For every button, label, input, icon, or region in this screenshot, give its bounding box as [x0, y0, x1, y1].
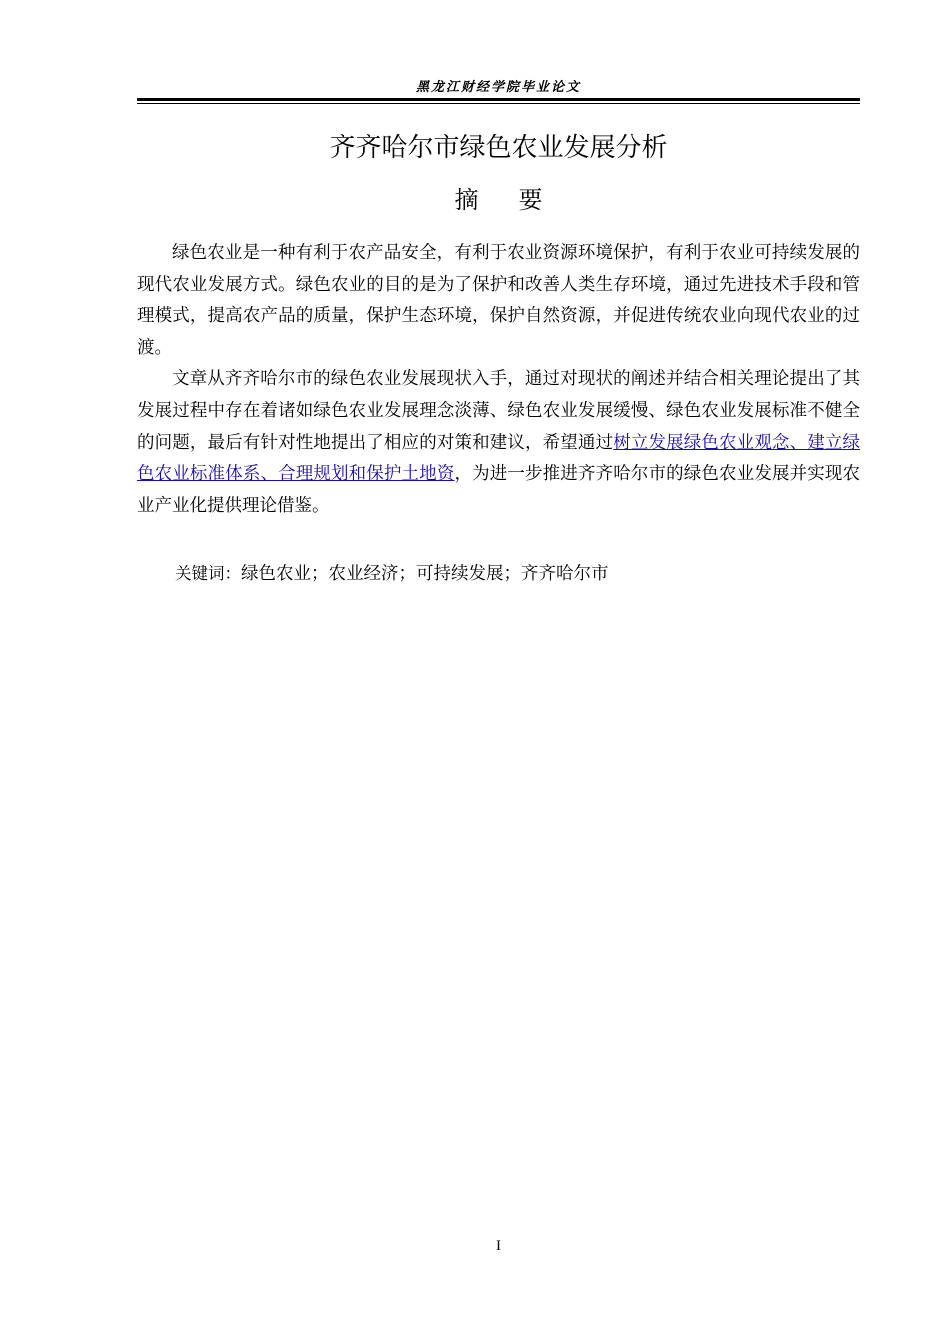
abstract-body: [137, 238, 860, 522]
keywords-value: 绿色农业；农业经济；可持续发展；齐齐哈尔市: [241, 564, 609, 584]
keywords-label: 关键词：: [175, 564, 241, 583]
abstract-paragraph-2: [137, 364, 860, 522]
running-header: 黑龙江财经学院毕业论文: [415, 80, 581, 95]
abstract-paragraph-1: 绿色农业是一种有利于农产品安全，有利于农业资源环境保护，有利于农业可持续发展的现代农业发展方式。绿色农业的目的是为了保护和改善人类生存环境，通过先进技术手段和管理模式，提高农产品的质量，保护生态环境，保护自然资源，并促进传统农业向现代农业的过渡。: [137, 243, 860, 358]
abstract-heading: 摘要: [454, 186, 583, 214]
paragraph-2-text-end: ，为进一步推进齐齐哈尔市的绿色农业发展并实现农业产业化提供理论借鉴。: [137, 464, 861, 516]
page-number: I: [496, 1238, 501, 1254]
thesis-title: 齐齐哈尔市绿色农业发展分析: [329, 133, 668, 163]
header-rule-thin: [137, 103, 860, 104]
header-rule-thick: [137, 98, 860, 101]
paragraph-2-text-start: 文章从齐齐哈尔市的绿色农业发展现状入手，通过对现状的阐述并结合相关理论提出了其发展过程中存在着诸如绿色农业发展理念淡薄、绿色农业发展缓慢、绿色农业发展标准不健全的问题，最后有针对性地提出了相应的对策和建议，希望通过: [137, 369, 860, 453]
keywords-line: [175, 560, 860, 588]
hyperlink-text[interactable]: 树立发展绿色农业观念、建立绿色农业标准体系、合理规划和保护土地资: [137, 432, 861, 485]
